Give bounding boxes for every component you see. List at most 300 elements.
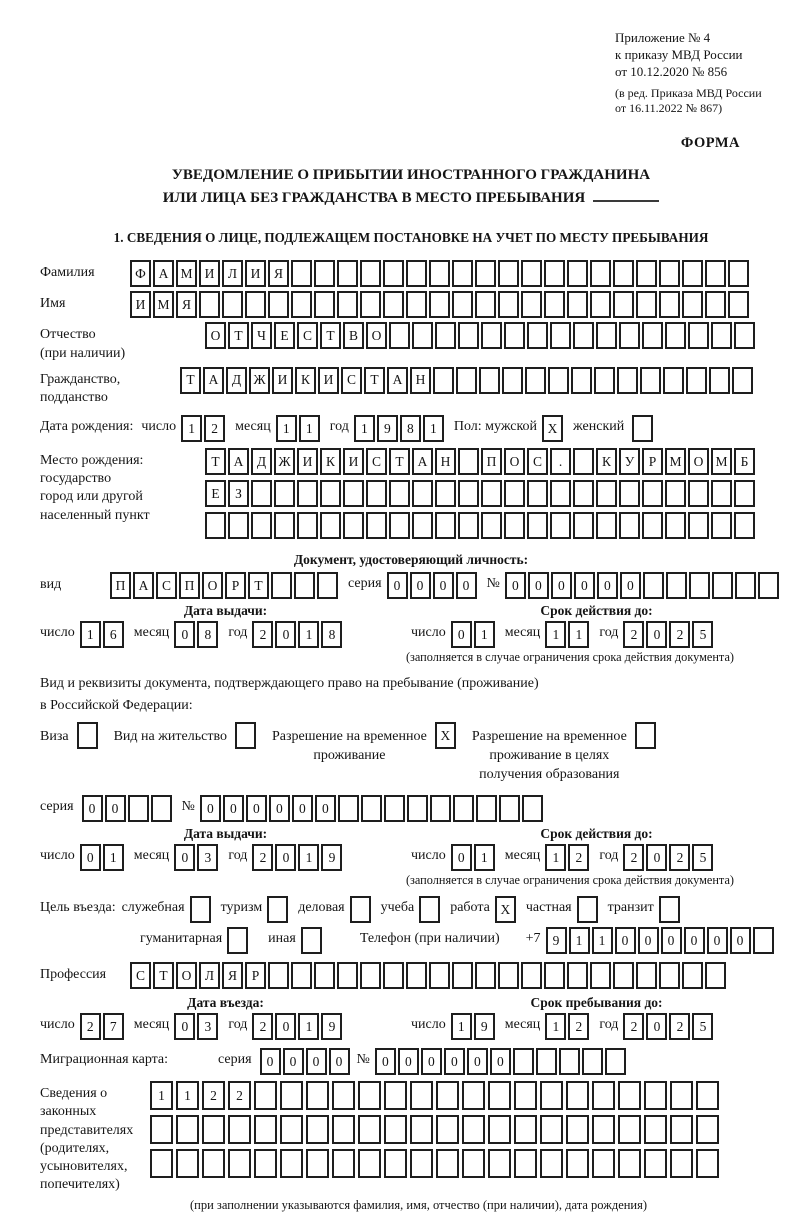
cell[interactable]: 0	[551, 572, 572, 599]
cell[interactable]: 0	[375, 1048, 396, 1075]
residence-issue-day-cells[interactable]	[80, 844, 126, 871]
cell[interactable]	[644, 1115, 667, 1144]
temp-permit-checkbox[interactable]	[435, 722, 458, 749]
cell[interactable]	[665, 480, 686, 507]
cell[interactable]: 5	[692, 621, 713, 648]
cell[interactable]: 0	[269, 795, 290, 822]
cell[interactable]: Л	[199, 962, 220, 989]
cell[interactable]: И	[272, 367, 293, 394]
cell[interactable]: 1	[423, 415, 444, 442]
cell[interactable]	[527, 480, 548, 507]
cell[interactable]	[458, 448, 479, 475]
cell[interactable]: С	[130, 962, 151, 989]
cell[interactable]	[613, 962, 634, 989]
cell[interactable]	[267, 896, 288, 923]
cell[interactable]	[202, 1115, 225, 1144]
cell[interactable]: 0	[80, 844, 101, 871]
doc-number-cells[interactable]	[505, 572, 781, 599]
cell[interactable]	[636, 260, 657, 287]
cell[interactable]	[360, 260, 381, 287]
cell[interactable]	[665, 322, 686, 349]
cell[interactable]	[429, 291, 450, 318]
cell[interactable]	[481, 512, 502, 539]
cell[interactable]	[462, 1115, 485, 1144]
cell[interactable]	[527, 322, 548, 349]
cell[interactable]	[429, 962, 450, 989]
cell[interactable]: 2	[568, 1013, 589, 1040]
cell[interactable]	[366, 512, 387, 539]
cell[interactable]	[488, 1081, 511, 1110]
cell[interactable]	[488, 1149, 511, 1178]
birthplace-cells-row3[interactable]	[205, 512, 757, 539]
cell[interactable]: 1	[298, 1013, 319, 1040]
cell[interactable]	[643, 572, 664, 599]
cell[interactable]	[559, 1048, 580, 1075]
cell[interactable]: 0	[451, 621, 472, 648]
sex-male-checkbox[interactable]	[542, 415, 565, 442]
cell[interactable]	[176, 1149, 199, 1178]
cell[interactable]: 1	[354, 415, 375, 442]
cell[interactable]: Ж	[274, 448, 295, 475]
cell[interactable]: 0	[661, 927, 682, 954]
cell[interactable]	[758, 572, 779, 599]
cell[interactable]: 1	[592, 927, 613, 954]
cell[interactable]	[306, 1115, 329, 1144]
cell[interactable]: 2	[623, 621, 644, 648]
cell[interactable]: 1	[298, 844, 319, 871]
cell[interactable]	[592, 1081, 615, 1110]
stay-year-cells[interactable]	[623, 1013, 715, 1040]
cell[interactable]	[670, 1081, 693, 1110]
cell[interactable]: 0	[574, 572, 595, 599]
cell[interactable]	[636, 962, 657, 989]
cell[interactable]: 1	[176, 1081, 199, 1110]
cell[interactable]	[711, 322, 732, 349]
cell[interactable]	[573, 448, 594, 475]
cell[interactable]	[618, 1115, 641, 1144]
cell[interactable]: 0	[275, 1013, 296, 1040]
cell[interactable]	[476, 795, 497, 822]
phone-cells[interactable]	[546, 927, 776, 954]
cell[interactable]: И	[130, 291, 151, 318]
cell[interactable]: 8	[197, 621, 218, 648]
cell[interactable]	[452, 291, 473, 318]
cell[interactable]	[314, 291, 335, 318]
birthplace-cells-row1[interactable]	[205, 448, 757, 475]
cell[interactable]	[343, 512, 364, 539]
cell[interactable]	[389, 322, 410, 349]
cell[interactable]	[228, 512, 249, 539]
cell[interactable]: 0	[275, 621, 296, 648]
cell[interactable]: Н	[410, 367, 431, 394]
cell[interactable]: 2	[228, 1081, 251, 1110]
cell[interactable]	[514, 1115, 537, 1144]
res-number-cells[interactable]	[200, 795, 545, 822]
cell[interactable]: 0	[260, 1048, 281, 1075]
cell[interactable]: Ж	[249, 367, 270, 394]
cell[interactable]: 0	[306, 1048, 327, 1075]
cell[interactable]: 9	[546, 927, 567, 954]
residence-issue-year-cells[interactable]	[252, 844, 344, 871]
entry-year-cells[interactable]	[252, 1013, 344, 1040]
cell[interactable]	[596, 322, 617, 349]
cell[interactable]	[696, 1081, 719, 1110]
cell[interactable]	[592, 1149, 615, 1178]
cell[interactable]	[659, 291, 680, 318]
cell[interactable]	[384, 1115, 407, 1144]
cell[interactable]	[254, 1149, 277, 1178]
cell[interactable]: 7	[103, 1013, 124, 1040]
cell[interactable]	[338, 795, 359, 822]
cell[interactable]	[573, 512, 594, 539]
surname-cells[interactable]	[130, 260, 751, 287]
cell[interactable]	[504, 322, 525, 349]
cell[interactable]	[571, 367, 592, 394]
cell[interactable]: Т	[364, 367, 385, 394]
cell[interactable]: 9	[321, 844, 342, 871]
cell[interactable]	[475, 291, 496, 318]
cell[interactable]	[548, 367, 569, 394]
cell[interactable]: 2	[202, 1081, 225, 1110]
purpose-tourism-checkbox[interactable]	[267, 896, 290, 923]
residence-expiry-year-cells[interactable]	[623, 844, 715, 871]
purpose-private-checkbox[interactable]	[577, 896, 600, 923]
cell[interactable]: 0	[387, 572, 408, 599]
cell[interactable]	[358, 1081, 381, 1110]
cell[interactable]: 0	[730, 927, 751, 954]
cell[interactable]: 0	[246, 795, 267, 822]
cell[interactable]: 1	[568, 621, 589, 648]
cell[interactable]	[384, 795, 405, 822]
cell[interactable]	[436, 1081, 459, 1110]
cell[interactable]: 1	[298, 621, 319, 648]
cell[interactable]	[306, 1149, 329, 1178]
cell[interactable]: А	[203, 367, 224, 394]
cell[interactable]: 5	[692, 1013, 713, 1040]
cell[interactable]	[682, 962, 703, 989]
cell[interactable]	[150, 1115, 173, 1144]
cell[interactable]: А	[228, 448, 249, 475]
cell[interactable]	[636, 291, 657, 318]
cell[interactable]: 0	[684, 927, 705, 954]
cell[interactable]	[502, 367, 523, 394]
cell[interactable]: Я	[222, 962, 243, 989]
cell[interactable]	[481, 322, 502, 349]
cell[interactable]: П	[110, 572, 131, 599]
cell[interactable]: Я	[176, 291, 197, 318]
cell[interactable]	[521, 260, 542, 287]
cell[interactable]	[577, 896, 598, 923]
cell[interactable]	[251, 480, 272, 507]
cell[interactable]	[613, 291, 634, 318]
cell[interactable]: И	[245, 260, 266, 287]
cell[interactable]	[582, 1048, 603, 1075]
purpose-business-checkbox[interactable]	[190, 896, 213, 923]
cell[interactable]	[536, 1048, 557, 1075]
cell[interactable]	[709, 367, 730, 394]
cell[interactable]: 0	[444, 1048, 465, 1075]
cell[interactable]: 0	[456, 572, 477, 599]
cell[interactable]: Е	[205, 480, 226, 507]
cell[interactable]: 1	[569, 927, 590, 954]
cell[interactable]: 0	[174, 621, 195, 648]
cell[interactable]	[383, 260, 404, 287]
passport-expiry-day-cells[interactable]	[451, 621, 497, 648]
cell[interactable]	[383, 962, 404, 989]
cell[interactable]	[389, 480, 410, 507]
cell[interactable]: С	[527, 448, 548, 475]
cell[interactable]	[435, 322, 456, 349]
cell[interactable]: С	[341, 367, 362, 394]
cell[interactable]	[205, 512, 226, 539]
cell[interactable]	[151, 795, 172, 822]
cell[interactable]: X	[435, 722, 456, 749]
cell[interactable]	[666, 572, 687, 599]
cell[interactable]	[366, 480, 387, 507]
cell[interactable]: 0	[82, 795, 103, 822]
cell[interactable]	[412, 512, 433, 539]
cell[interactable]	[202, 1149, 225, 1178]
cell[interactable]	[566, 1081, 589, 1110]
cell[interactable]: Е	[274, 322, 295, 349]
cell[interactable]	[291, 962, 312, 989]
cell[interactable]	[711, 480, 732, 507]
cell[interactable]: У	[619, 448, 640, 475]
cell[interactable]	[504, 480, 525, 507]
cell[interactable]	[337, 962, 358, 989]
cell[interactable]	[705, 260, 726, 287]
cell[interactable]: Д	[226, 367, 247, 394]
migration-number-cells[interactable]	[375, 1048, 628, 1075]
cell[interactable]: Ф	[130, 260, 151, 287]
cell[interactable]	[228, 1115, 251, 1144]
cell[interactable]: Д	[251, 448, 272, 475]
cell[interactable]	[567, 962, 588, 989]
cell[interactable]	[592, 1115, 615, 1144]
cell[interactable]	[458, 322, 479, 349]
cell[interactable]: 0	[292, 795, 313, 822]
profession-cells[interactable]	[130, 962, 728, 989]
cell[interactable]	[435, 512, 456, 539]
cell[interactable]	[573, 322, 594, 349]
residence-expiry-month-cells[interactable]	[545, 844, 591, 871]
cell[interactable]: Т	[228, 322, 249, 349]
stay-day-cells[interactable]	[451, 1013, 497, 1040]
cell[interactable]: 3	[197, 1013, 218, 1040]
cell[interactable]: 2	[80, 1013, 101, 1040]
cell[interactable]: 1	[150, 1081, 173, 1110]
cell[interactable]: 1	[451, 1013, 472, 1040]
cell[interactable]	[642, 322, 663, 349]
cell[interactable]	[452, 260, 473, 287]
cell[interactable]	[705, 291, 726, 318]
cell[interactable]	[350, 896, 371, 923]
cell[interactable]	[291, 260, 312, 287]
cell[interactable]: 9	[474, 1013, 495, 1040]
cell[interactable]	[271, 572, 292, 599]
cell[interactable]	[642, 480, 663, 507]
cell[interactable]	[619, 512, 640, 539]
cell[interactable]: 0	[275, 844, 296, 871]
cell[interactable]: Р	[642, 448, 663, 475]
migration-series-cells[interactable]	[260, 1048, 352, 1075]
cell[interactable]: 1	[181, 415, 202, 442]
cell[interactable]	[498, 260, 519, 287]
entry-day-cells[interactable]	[80, 1013, 126, 1040]
cell[interactable]	[644, 1081, 667, 1110]
cell[interactable]: X	[495, 896, 516, 923]
cell[interactable]: 2	[252, 1013, 273, 1040]
cell[interactable]	[689, 572, 710, 599]
cell[interactable]: 0	[283, 1048, 304, 1075]
residence-issue-month-cells[interactable]	[174, 844, 220, 871]
cell[interactable]	[317, 572, 338, 599]
cell[interactable]	[659, 962, 680, 989]
cell[interactable]: 2	[623, 844, 644, 871]
cell[interactable]	[358, 1149, 381, 1178]
cell[interactable]: А	[133, 572, 154, 599]
cell[interactable]: Т	[320, 322, 341, 349]
cell[interactable]: В	[343, 322, 364, 349]
cell[interactable]	[337, 260, 358, 287]
cell[interactable]: И	[318, 367, 339, 394]
cell[interactable]	[291, 291, 312, 318]
cell[interactable]: 0	[638, 927, 659, 954]
cell[interactable]: 0	[315, 795, 336, 822]
residence-permit-checkbox[interactable]	[235, 722, 258, 749]
cell[interactable]	[498, 962, 519, 989]
cell[interactable]	[254, 1115, 277, 1144]
cell[interactable]	[514, 1149, 537, 1178]
cell[interactable]	[150, 1149, 173, 1178]
res-series-cells[interactable]	[82, 795, 174, 822]
cell[interactable]	[527, 512, 548, 539]
cell[interactable]	[433, 367, 454, 394]
cell[interactable]: 0	[646, 1013, 667, 1040]
cell[interactable]: М	[176, 260, 197, 287]
cell[interactable]: 0	[505, 572, 526, 599]
doc-series-cells[interactable]	[387, 572, 479, 599]
cell[interactable]	[410, 1081, 433, 1110]
cell[interactable]: И	[297, 448, 318, 475]
cell[interactable]	[332, 1081, 355, 1110]
cell[interactable]	[688, 480, 709, 507]
cell[interactable]: О	[688, 448, 709, 475]
cell[interactable]	[728, 260, 749, 287]
cell[interactable]	[605, 1048, 626, 1075]
cell[interactable]	[712, 572, 733, 599]
cell[interactable]	[475, 962, 496, 989]
cell[interactable]	[670, 1115, 693, 1144]
cell[interactable]	[619, 480, 640, 507]
cell[interactable]	[435, 480, 456, 507]
cell[interactable]: 0	[528, 572, 549, 599]
cell[interactable]	[688, 512, 709, 539]
cell[interactable]	[475, 260, 496, 287]
cell[interactable]	[320, 512, 341, 539]
cell[interactable]: 2	[669, 621, 690, 648]
cell[interactable]: 2	[568, 844, 589, 871]
cell[interactable]	[521, 962, 542, 989]
cell[interactable]	[521, 291, 542, 318]
cell[interactable]: М	[153, 291, 174, 318]
cell[interactable]	[567, 291, 588, 318]
cell[interactable]: 9	[377, 415, 398, 442]
cell[interactable]	[659, 896, 680, 923]
cell[interactable]	[734, 512, 755, 539]
cell[interactable]	[640, 367, 661, 394]
cell[interactable]	[360, 962, 381, 989]
cell[interactable]	[596, 512, 617, 539]
cell[interactable]: Т	[389, 448, 410, 475]
representatives-cells-row3[interactable]	[150, 1149, 722, 1178]
cell[interactable]: Р	[245, 962, 266, 989]
cell[interactable]: П	[481, 448, 502, 475]
cell[interactable]	[688, 322, 709, 349]
cell[interactable]: Т	[248, 572, 269, 599]
cell[interactable]	[499, 795, 520, 822]
cell[interactable]	[343, 480, 364, 507]
cell[interactable]: К	[295, 367, 316, 394]
cell[interactable]	[228, 1149, 251, 1178]
cell[interactable]: Ч	[251, 322, 272, 349]
cell[interactable]	[251, 512, 272, 539]
cell[interactable]: О	[202, 572, 223, 599]
cell[interactable]	[406, 962, 427, 989]
cell[interactable]: С	[366, 448, 387, 475]
cell[interactable]: 2	[204, 415, 225, 442]
cell[interactable]: 0	[646, 844, 667, 871]
cell[interactable]	[663, 367, 684, 394]
cell[interactable]: 1	[80, 621, 101, 648]
cell[interactable]	[481, 480, 502, 507]
cell[interactable]	[320, 480, 341, 507]
cell[interactable]: 8	[321, 621, 342, 648]
cell[interactable]	[596, 480, 617, 507]
cell[interactable]	[274, 480, 295, 507]
birth-month-cells[interactable]	[276, 415, 322, 442]
cell[interactable]	[332, 1149, 355, 1178]
doc-kind-cells[interactable]	[110, 572, 340, 599]
cell[interactable]	[696, 1149, 719, 1178]
cell[interactable]	[254, 1081, 277, 1110]
cell[interactable]	[306, 1081, 329, 1110]
purpose-work-checkbox[interactable]	[495, 896, 518, 923]
cell[interactable]: И	[199, 260, 220, 287]
cell[interactable]	[618, 1081, 641, 1110]
cell[interactable]	[594, 367, 615, 394]
cell[interactable]: Л	[222, 260, 243, 287]
cell[interactable]	[332, 1115, 355, 1144]
cell[interactable]	[550, 480, 571, 507]
cell[interactable]: М	[711, 448, 732, 475]
stay-month-cells[interactable]	[545, 1013, 591, 1040]
cell[interactable]: К	[596, 448, 617, 475]
cell[interactable]	[550, 322, 571, 349]
cell[interactable]	[619, 322, 640, 349]
cell[interactable]: 0	[398, 1048, 419, 1075]
cell[interactable]	[462, 1081, 485, 1110]
cell[interactable]	[550, 512, 571, 539]
cell[interactable]	[128, 795, 149, 822]
cell[interactable]	[513, 1048, 534, 1075]
cell[interactable]: 0	[646, 621, 667, 648]
representatives-cells-row1[interactable]	[150, 1081, 722, 1110]
cell[interactable]	[462, 1149, 485, 1178]
cell[interactable]: С	[297, 322, 318, 349]
cell[interactable]	[453, 795, 474, 822]
cell[interactable]	[682, 291, 703, 318]
